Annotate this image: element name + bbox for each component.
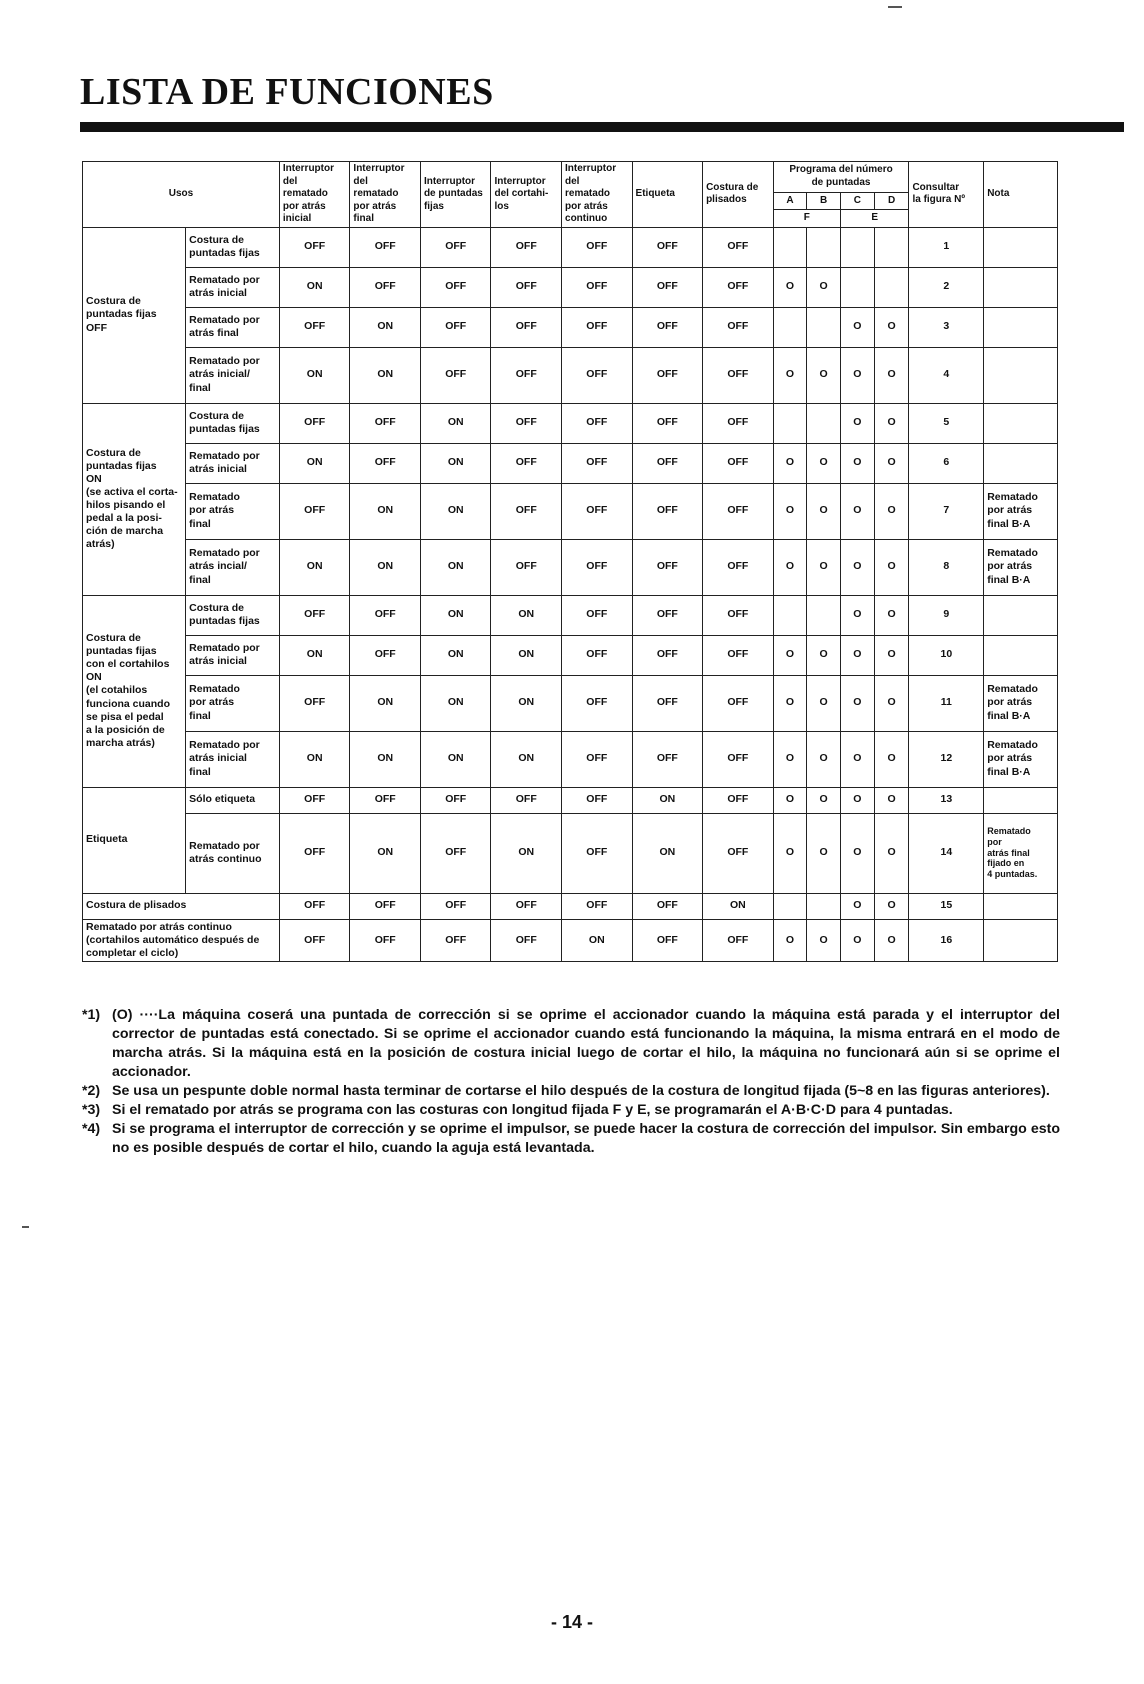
program-mark (807, 227, 841, 267)
switch-value: ON (420, 675, 491, 731)
table-body (83, 227, 1058, 961)
switch-value: OFF (562, 307, 633, 347)
program-mark: O (840, 403, 874, 443)
title-rule (80, 122, 1124, 132)
switch-value: OFF (279, 307, 350, 347)
program-mark: O (840, 483, 874, 539)
header-nota: Nota (984, 162, 1058, 228)
table-header (83, 162, 1058, 228)
switch-value: OFF (632, 635, 703, 675)
functions-table (82, 161, 1058, 962)
switch-value: OFF (632, 919, 703, 961)
program-mark: O (874, 539, 909, 595)
switch-value: OFF (632, 307, 703, 347)
group-label: Costura de puntadas fijas ON (se activa el corta- hilos pisando el pedal a la posi- ción de marcha atrás) (83, 403, 186, 595)
footnote (82, 1082, 1060, 1101)
program-mark: O (874, 893, 909, 919)
program-mark (874, 227, 909, 267)
switch-value: ON (632, 787, 703, 813)
program-mark: O (840, 813, 874, 893)
program-mark: O (840, 307, 874, 347)
switch-value: ON (491, 675, 562, 731)
header-col-4: Interruptor del cortahi- los (491, 162, 562, 228)
row-note (984, 595, 1058, 635)
switch-value: OFF (562, 787, 633, 813)
switch-value: OFF (491, 483, 562, 539)
table-row (83, 813, 1058, 893)
footnote-mark: *2) (82, 1083, 101, 1099)
switch-value: OFF (562, 675, 633, 731)
switch-value: OFF (703, 227, 774, 267)
side-edge-mark (22, 1226, 29, 1228)
row-label: Rematado por atrás final (186, 307, 280, 347)
header-usos: Usos (83, 162, 280, 228)
switch-value: OFF (491, 893, 562, 919)
switch-value: ON (491, 595, 562, 635)
figure-number: 13 (909, 787, 984, 813)
row-label: Rematado por atrás inicial (186, 635, 280, 675)
program-mark: O (874, 813, 909, 893)
switch-value: ON (279, 443, 350, 483)
program-mark: O (773, 635, 807, 675)
table-row (83, 267, 1058, 307)
switch-value: OFF (279, 787, 350, 813)
program-mark: O (773, 919, 807, 961)
page-number: - 14 - (550, 1612, 593, 1632)
switch-value: ON (350, 307, 421, 347)
row-note (984, 443, 1058, 483)
table-row (83, 675, 1058, 731)
program-mark (807, 595, 841, 635)
program-mark: O (874, 443, 909, 483)
footnote-mark: *4) (82, 1121, 101, 1137)
switch-value: OFF (562, 443, 633, 483)
figure-number: 9 (909, 595, 984, 635)
switch-value: ON (420, 403, 491, 443)
switch-value: OFF (279, 227, 350, 267)
program-mark: O (840, 675, 874, 731)
switch-value: OFF (703, 347, 774, 403)
program-mark: O (840, 919, 874, 961)
row-label: Costura de plisados (83, 893, 280, 919)
switch-value: OFF (491, 787, 562, 813)
switch-value: ON (350, 539, 421, 595)
header-col-2: Interruptor del rematado por atrás final (350, 162, 421, 228)
row-label: Rematado por atrás inicial/ final (186, 347, 280, 403)
footnote-text: Si el rematado por atrás se programa con las costuras con longitud fijada F y E, se programarán el A·B·C·D para 4 puntadas. (112, 1102, 953, 1118)
switch-value: ON (279, 635, 350, 675)
switch-value: ON (420, 595, 491, 635)
row-note (984, 307, 1058, 347)
switch-value: OFF (562, 731, 633, 787)
row-label: Sólo etiqueta (186, 787, 280, 813)
figure-number: 4 (909, 347, 984, 403)
switch-value: OFF (420, 919, 491, 961)
switch-value: OFF (562, 893, 633, 919)
group-label: Etiqueta (83, 787, 186, 893)
header-d: D (874, 192, 909, 209)
switch-value: OFF (703, 443, 774, 483)
program-mark (773, 595, 807, 635)
switch-value: ON (279, 539, 350, 595)
switch-value: ON (420, 483, 491, 539)
figure-number: 5 (909, 403, 984, 443)
switch-value: OFF (491, 347, 562, 403)
switch-value: OFF (562, 403, 633, 443)
row-note: Rematado por atrás final fijado en 4 puntadas. (984, 813, 1058, 893)
program-mark: O (874, 675, 909, 731)
program-mark (807, 307, 841, 347)
program-mark: O (807, 347, 841, 403)
switch-value: OFF (279, 403, 350, 443)
program-mark: O (807, 483, 841, 539)
row-label: Rematado por atrás continuo (186, 813, 280, 893)
header-programa: Programa del número de puntadas (773, 162, 909, 193)
switch-value: ON (562, 919, 633, 961)
footnote (82, 1006, 1060, 1082)
switch-value: OFF (420, 307, 491, 347)
row-label: Rematado por atrás final (186, 483, 280, 539)
footnote-mark: *3) (82, 1102, 101, 1118)
switch-value: OFF (350, 919, 421, 961)
switch-value: OFF (491, 443, 562, 483)
footnote (82, 1120, 1060, 1158)
header-consultar: Consultar la figura Nº (909, 162, 984, 228)
table-row (83, 347, 1058, 403)
switch-value: ON (350, 813, 421, 893)
switch-value: OFF (420, 893, 491, 919)
program-mark: O (840, 635, 874, 675)
row-note (984, 787, 1058, 813)
row-label: Rematado por atrás incial/ final (186, 539, 280, 595)
program-mark: O (773, 675, 807, 731)
switch-value: ON (350, 347, 421, 403)
row-label: Costura de puntadas fijas (186, 403, 280, 443)
switch-value: OFF (279, 919, 350, 961)
program-mark: O (773, 483, 807, 539)
program-mark: O (874, 919, 909, 961)
switch-value: OFF (350, 635, 421, 675)
header-a: A (773, 192, 807, 209)
switch-value: OFF (632, 675, 703, 731)
switch-value: ON (491, 635, 562, 675)
switch-value: ON (350, 483, 421, 539)
program-mark: O (807, 731, 841, 787)
figure-number: 11 (909, 675, 984, 731)
switch-value: ON (420, 731, 491, 787)
switch-value: ON (350, 675, 421, 731)
figure-number: 16 (909, 919, 984, 961)
switch-value: ON (279, 731, 350, 787)
switch-value: ON (491, 731, 562, 787)
program-mark: O (840, 893, 874, 919)
switch-value: OFF (350, 227, 421, 267)
program-mark: O (807, 813, 841, 893)
program-mark (874, 267, 909, 307)
header-f: F (773, 210, 840, 227)
header-e: E (840, 210, 908, 227)
switch-value: OFF (562, 635, 633, 675)
footnote-text: Si se programa el interruptor de corrección y se oprime el impulsor, se puede hacer la costura de corrección del impulsor. Sin embargo esto no es posible después de cortar el hilo, cuando la aguja está levantada. (112, 1121, 1060, 1156)
row-note (984, 635, 1058, 675)
table-row (83, 919, 1058, 961)
switch-value: ON (279, 267, 350, 307)
switch-value: ON (279, 347, 350, 403)
figure-number: 3 (909, 307, 984, 347)
switch-value: OFF (350, 403, 421, 443)
switch-value: OFF (703, 787, 774, 813)
row-note (984, 227, 1058, 267)
row-label: Costura de puntadas fijas (186, 595, 280, 635)
header-col-7: Costura de plisados (703, 162, 774, 228)
switch-value: OFF (703, 595, 774, 635)
switch-value: OFF (632, 893, 703, 919)
switch-value: OFF (279, 813, 350, 893)
header-b: B (807, 192, 841, 209)
switch-value: OFF (350, 595, 421, 635)
table-row (83, 539, 1058, 595)
row-note: Rematado por atrás final B·A (984, 483, 1058, 539)
row-label: Rematado por atrás final (186, 675, 280, 731)
figure-number: 10 (909, 635, 984, 675)
switch-value: OFF (279, 675, 350, 731)
switch-value: OFF (491, 227, 562, 267)
switch-value: OFF (703, 539, 774, 595)
program-mark: O (874, 635, 909, 675)
program-mark (773, 307, 807, 347)
table-row (83, 595, 1058, 635)
switch-value: ON (420, 539, 491, 595)
top-edge-mark (888, 6, 902, 8)
program-mark: O (874, 483, 909, 539)
program-mark: O (874, 403, 909, 443)
switch-value: OFF (491, 539, 562, 595)
figure-number: 14 (909, 813, 984, 893)
switch-value: OFF (420, 347, 491, 403)
switch-value: OFF (632, 595, 703, 635)
program-mark: O (773, 539, 807, 595)
switch-value: OFF (491, 307, 562, 347)
figure-number: 6 (909, 443, 984, 483)
switch-value: ON (420, 635, 491, 675)
switch-value: ON (350, 731, 421, 787)
switch-value: OFF (632, 403, 703, 443)
switch-value: OFF (279, 595, 350, 635)
switch-value: OFF (279, 893, 350, 919)
switch-value: ON (491, 813, 562, 893)
switch-value: ON (420, 443, 491, 483)
header-col-1: Interruptor del rematado por atrás inicial (279, 162, 350, 228)
switch-value: OFF (350, 893, 421, 919)
switch-value: OFF (703, 813, 774, 893)
row-note (984, 893, 1058, 919)
program-mark: O (874, 731, 909, 787)
switch-value: OFF (350, 267, 421, 307)
program-mark (773, 227, 807, 267)
header-col-5: Interruptor del rematado por atrás continuo (562, 162, 633, 228)
switch-value: OFF (279, 483, 350, 539)
switch-value: OFF (350, 787, 421, 813)
switch-value: OFF (562, 227, 633, 267)
row-label: Rematado por atrás inicial final (186, 731, 280, 787)
program-mark: O (840, 443, 874, 483)
footnote-text: Se usa un pespunte doble normal hasta terminar de cortarse el hilo después de la costura de longitud fijada (5~8 en las figuras anteriores). (112, 1083, 1050, 1099)
switch-value: ON (703, 893, 774, 919)
row-label: Rematado por atrás inicial (186, 443, 280, 483)
switch-value: OFF (703, 307, 774, 347)
program-mark: O (840, 347, 874, 403)
switch-value: OFF (420, 227, 491, 267)
row-label: Rematado por atrás continuo (cortahilos automático después de completar el ciclo) (83, 919, 280, 961)
figure-number: 8 (909, 539, 984, 595)
program-mark: O (840, 787, 874, 813)
figure-number: 1 (909, 227, 984, 267)
footnote-text: (O) ····La máquina coserá una puntada de corrección si se oprime el accionador cuando la máquina está parada y el interruptor del corrector de puntadas está conectado. Si se oprime el accionador cuando está funcionando la máquina, la misma entrará en el modo de marcha atrás. Si la máquina está en la posición de costura inicial luego de cortar el hilo, la máquina no funcionará aún si se oprime el accionador. (112, 1007, 1060, 1080)
program-mark: O (773, 267, 807, 307)
program-mark (773, 893, 807, 919)
switch-value: OFF (632, 227, 703, 267)
program-mark (773, 403, 807, 443)
program-mark: O (807, 919, 841, 961)
row-label: Costura de puntadas fijas (186, 227, 280, 267)
header-col-3: Interruptor de puntadas fijas (420, 162, 491, 228)
program-mark (840, 227, 874, 267)
program-mark: O (773, 813, 807, 893)
switch-value: OFF (632, 267, 703, 307)
row-note (984, 267, 1058, 307)
program-mark: O (773, 787, 807, 813)
figure-number: 12 (909, 731, 984, 787)
program-mark: O (773, 443, 807, 483)
table-row (83, 307, 1058, 347)
switch-value: OFF (350, 443, 421, 483)
switch-value: OFF (491, 919, 562, 961)
group-label: Costura de puntadas fijas con el cortahilos ON (el cotahilos funciona cuando se pisa el pedal a la posición de marcha atrás) (83, 595, 186, 787)
switch-value: OFF (562, 595, 633, 635)
page-title: LISTA DE FUNCIONES (80, 71, 494, 113)
table-row (83, 635, 1058, 675)
switch-value: OFF (562, 539, 633, 595)
program-mark: O (840, 539, 874, 595)
group-label: Costura de puntadas fijas OFF (83, 227, 186, 403)
table-row (83, 227, 1058, 267)
figure-number: 15 (909, 893, 984, 919)
switch-value: OFF (562, 483, 633, 539)
figure-number: 2 (909, 267, 984, 307)
switch-value: OFF (420, 267, 491, 307)
program-mark: O (773, 347, 807, 403)
switch-value: ON (632, 813, 703, 893)
table-row (83, 893, 1058, 919)
switch-value: OFF (703, 403, 774, 443)
program-mark: O (874, 787, 909, 813)
header-c: C (840, 192, 874, 209)
switch-value: OFF (703, 675, 774, 731)
program-mark: O (807, 267, 841, 307)
switch-value: OFF (491, 403, 562, 443)
switch-value: OFF (420, 813, 491, 893)
program-mark (807, 403, 841, 443)
switch-value: OFF (632, 539, 703, 595)
row-note (984, 919, 1058, 961)
program-mark: O (874, 595, 909, 635)
switch-value: OFF (491, 267, 562, 307)
row-note: Rematado por atrás final B·A (984, 539, 1058, 595)
row-label: Rematado por atrás inicial (186, 267, 280, 307)
switch-value: OFF (703, 483, 774, 539)
switch-value: OFF (632, 443, 703, 483)
row-note (984, 403, 1058, 443)
switch-value: OFF (703, 267, 774, 307)
switch-value: OFF (562, 267, 633, 307)
table-row (83, 443, 1058, 483)
program-mark: O (807, 443, 841, 483)
header-col-6: Etiqueta (632, 162, 703, 228)
table-row (83, 403, 1058, 443)
program-mark: O (807, 635, 841, 675)
program-mark: O (773, 731, 807, 787)
switch-value: OFF (703, 731, 774, 787)
switch-value: OFF (703, 635, 774, 675)
table-row (83, 731, 1058, 787)
switch-value: OFF (562, 813, 633, 893)
program-mark (840, 267, 874, 307)
table-row (83, 483, 1058, 539)
figure-number: 7 (909, 483, 984, 539)
program-mark: O (807, 787, 841, 813)
switch-value: OFF (632, 483, 703, 539)
program-mark: O (840, 731, 874, 787)
switch-value: OFF (703, 919, 774, 961)
program-mark: O (874, 307, 909, 347)
program-mark: O (874, 347, 909, 403)
row-note (984, 347, 1058, 403)
table-row (83, 787, 1058, 813)
switch-value: OFF (632, 731, 703, 787)
switch-value: OFF (420, 787, 491, 813)
program-mark: O (840, 595, 874, 635)
switch-value: OFF (562, 347, 633, 403)
footnote (82, 1101, 1060, 1120)
program-mark: O (807, 675, 841, 731)
footnote-mark: *1) (82, 1007, 101, 1023)
row-note: Rematado por atrás final B·A (984, 731, 1058, 787)
switch-value: OFF (632, 347, 703, 403)
footnotes (82, 1006, 1060, 1158)
program-mark (807, 893, 841, 919)
program-mark: O (807, 539, 841, 595)
row-note: Rematado por atrás final B·A (984, 675, 1058, 731)
